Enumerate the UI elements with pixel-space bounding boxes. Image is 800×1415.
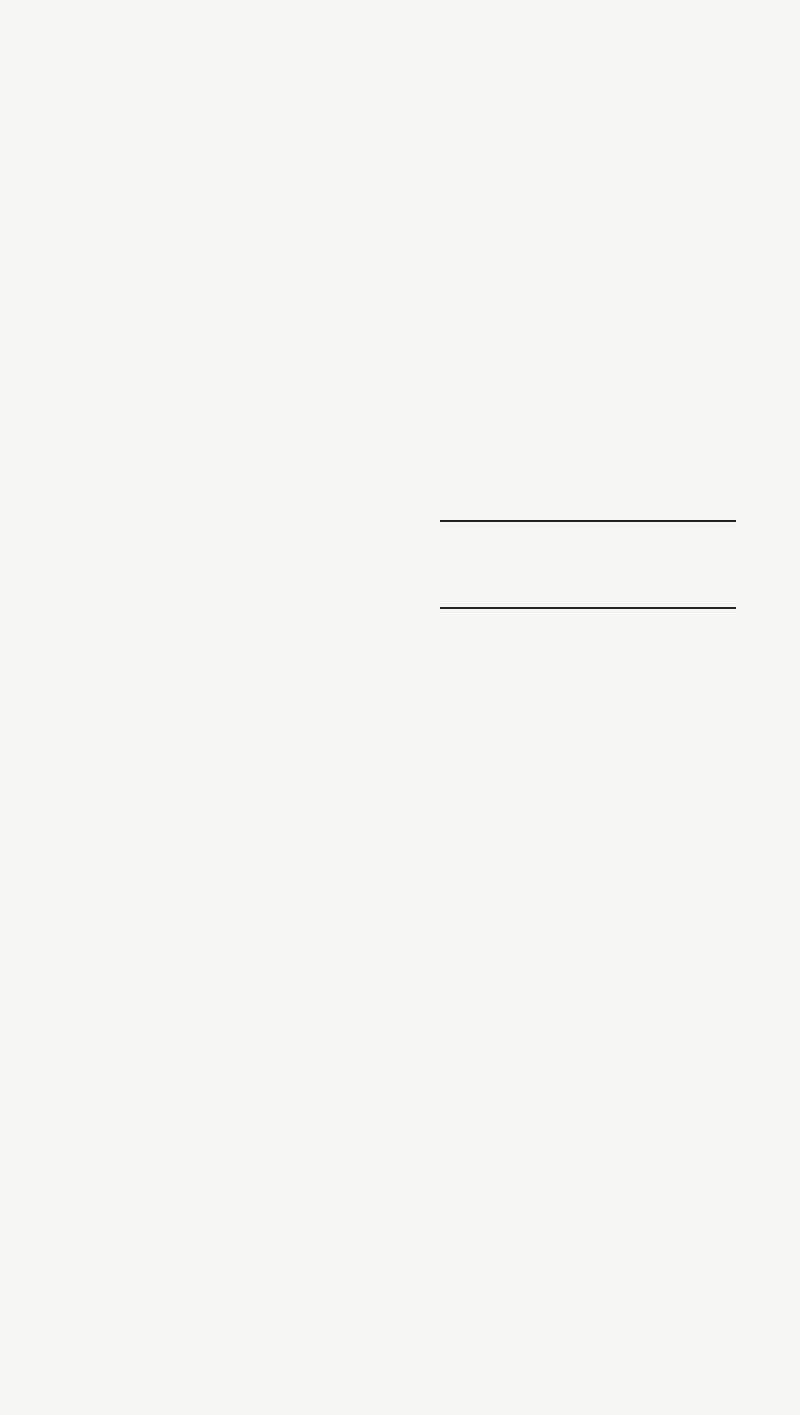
total-rule bbox=[440, 520, 736, 522]
year-rule bbox=[440, 607, 736, 609]
